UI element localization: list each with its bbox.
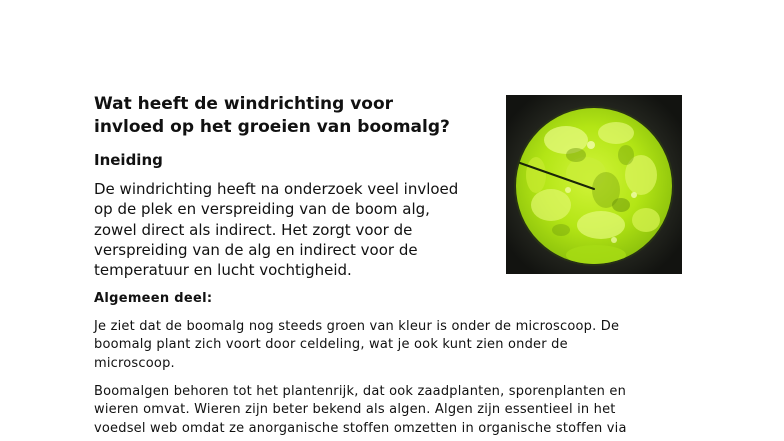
intro-paragraph: De windrichting heeft na onderzoek veel invloed op de plek en verspreiding van de boom alg, zowel direct als indirect. Het zorgt voor de verspreiding van de alg en indirect voor de temperatuur en lucht vochtigheid. (94, 180, 459, 280)
section-heading: Algemeen deel: (94, 291, 213, 306)
microscope-image (506, 95, 682, 274)
body-paragraph-2: Boomalgen behoren tot het plantenrijk, dat ook zaadplanten, sporenplanten en wieren omvat. Wieren zijn beter bekend als algen. Algen zijn essentieel in het voedsel web omdat ze anorganische stoffen omzetten in organische stoffen via (94, 384, 627, 436)
intro-heading: Ineiding (94, 151, 163, 169)
body-paragraph-1: Je ziet dat de boomalg nog steeds groen van kleur is onder de microscoop. De boomalg plant zich voort door celdeling, wat je ook kunt zien onder de microscoop. (94, 319, 620, 371)
document-title: Wat heeft de windrichting voor invloed op het groeien van boomalg? (94, 94, 450, 137)
microscope-photo-svg (506, 95, 682, 274)
